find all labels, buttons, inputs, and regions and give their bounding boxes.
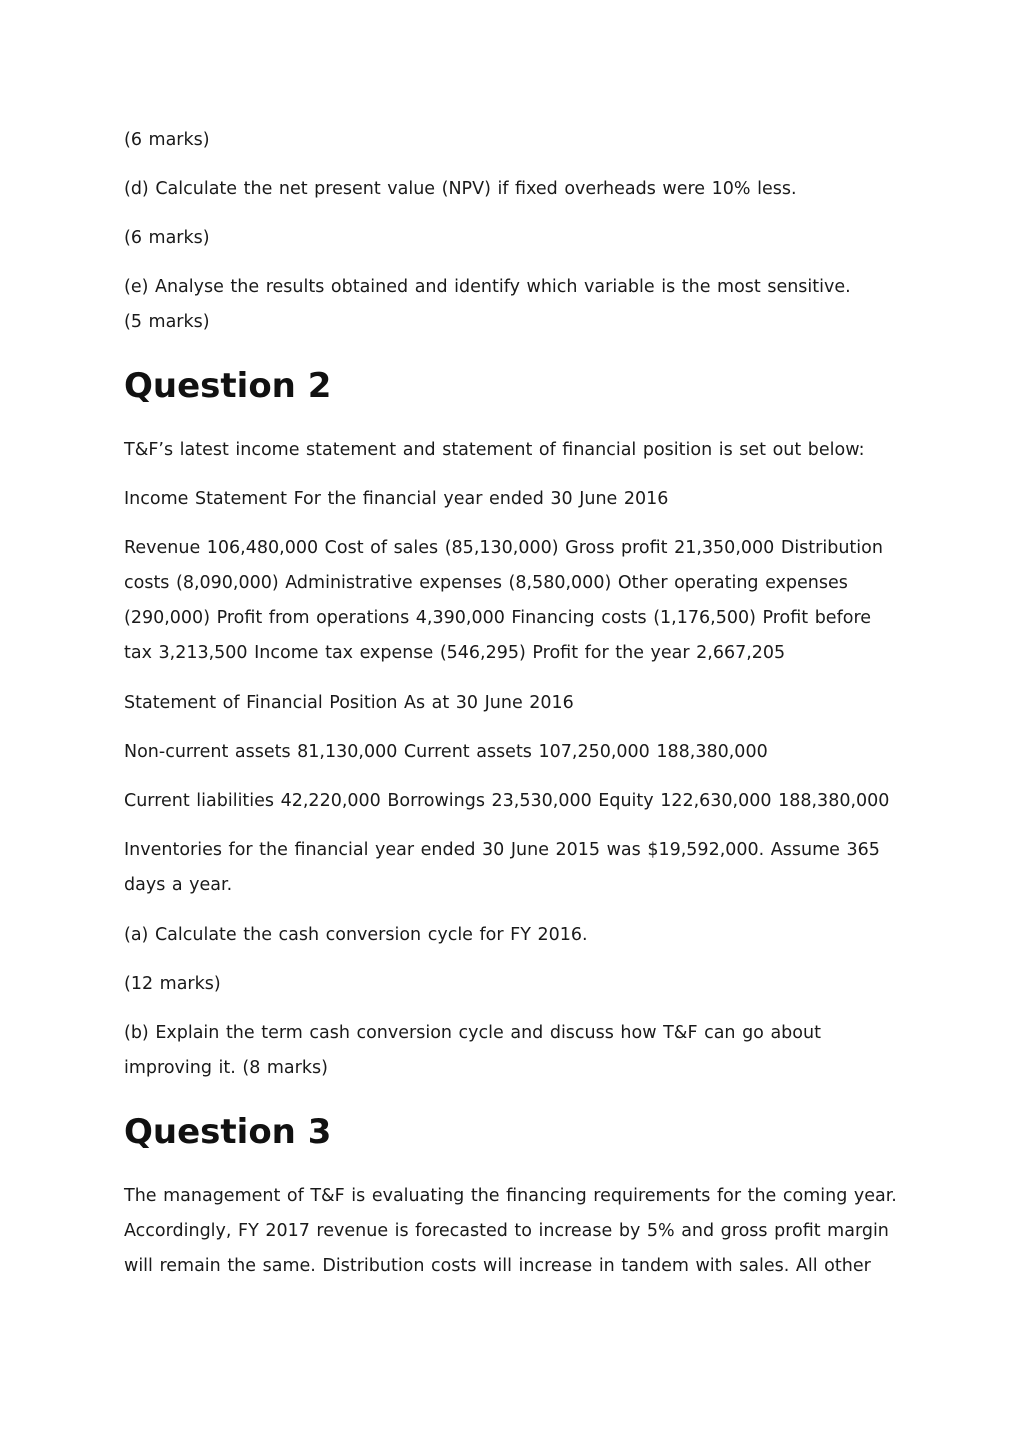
- question-2-part-b: (b) Explain the term cash conversion cycle and discuss how T&F can go about improving it. (8 marks): [124, 1023, 821, 1078]
- liabilities-line: Current liabilities 42,220,000 Borrowings 23,530,000 Equity 122,630,000 188,380,000: [124, 791, 890, 811]
- question-3-heading: Question 3: [124, 1112, 332, 1152]
- marks-note: (6 marks): [124, 130, 210, 150]
- question-2-heading: Question 2: [124, 366, 332, 406]
- question-2-part-a: (a) Calculate the cash conversion cycle for FY 2016.: [124, 925, 588, 945]
- question-part-e: (e) Analyse the results obtained and identify which variable is the most sensitive. (5 marks): [124, 277, 851, 332]
- income-statement-title: Income Statement For the financial year ended 30 June 2016: [124, 489, 669, 509]
- question-part-d: (d) Calculate the net present value (NPV) if fixed overheads were 10% less.: [124, 179, 797, 199]
- question-3-body: The management of T&F is evaluating the financing requirements for the coming year. Accordingly, FY 2017 revenue is forecasted to increase by 5% and gross profit margin will remain the same. Distribution costs will increase in tandem with sales. All other: [124, 1186, 897, 1276]
- sofp-title: Statement of Financial Position As at 30 June 2016: [124, 693, 574, 713]
- inventories-note: Inventories for the financial year ended 30 June 2015 was $19,592,000. Assume 365 days a year.: [124, 840, 880, 895]
- assets-line: Non-current assets 81,130,000 Current assets 107,250,000 188,380,000: [124, 742, 768, 762]
- income-statement-body: Revenue 106,480,000 Cost of sales (85,130,000) Gross profit 21,350,000 Distribution costs (8,090,000) Administrative expenses (8,580,000) Other operating expenses (290,000) Profit from operations 4,390,000 Financing costs (1,176,500) Profit before tax 3,213,500 Income tax expense (546,295) Profit for the year 2,667,205: [124, 538, 883, 663]
- marks-note: (12 marks): [124, 974, 221, 994]
- question-2-intro: T&F’s latest income statement and statement of financial position is set out below:: [124, 440, 865, 460]
- marks-note: (6 marks): [124, 228, 210, 248]
